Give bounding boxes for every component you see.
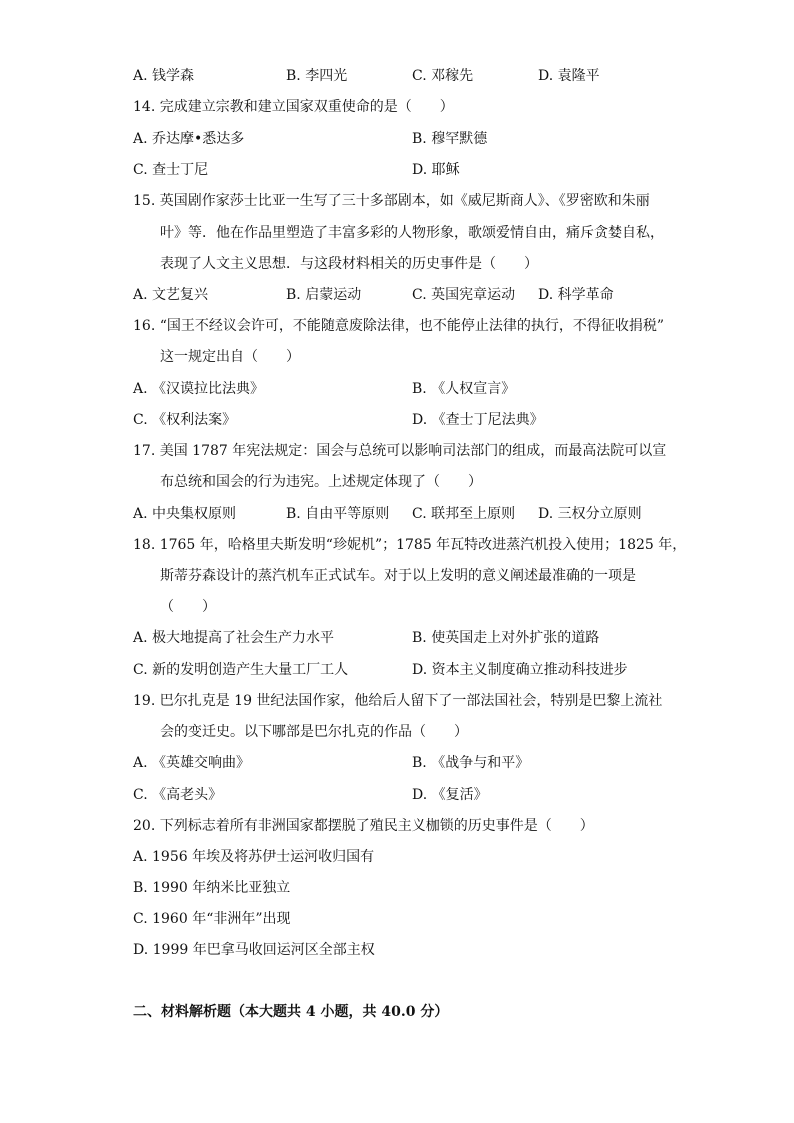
q19-option-b: B. 《战争与和平》: [412, 755, 530, 771]
q19-option-a: A. 《英雄交响曲》: [133, 755, 251, 771]
q20-stem: 20. 下列标志着所有非洲国家都摆脱了殖民主义枷锁的历史事件是（ ）: [133, 818, 594, 834]
q13-option-d: D. 袁隆平: [538, 68, 600, 84]
q15-option-d: D. 科学革命: [538, 287, 614, 303]
q20-option-c: C. 1960 年“非洲年”出现: [133, 911, 291, 927]
q19-option-c: C. 《高老头》: [133, 787, 223, 803]
q19-option-d: D. 《复活》: [412, 787, 488, 803]
q17-option-c: C. 联邦至上原则: [412, 506, 516, 522]
q15-stem-line2: 叶》等．他在作品里塑造了丰富多彩的人物形象，歌颂爱情自由，痛斥贪婪自私，: [160, 225, 664, 241]
q14-option-d: D. 耶稣: [412, 162, 460, 178]
q13-option-b: B. 李四光: [286, 68, 348, 84]
q19-stem-line1: 19. 巴尔扎克是 19 世纪法国作家，他给后人留下了一部法国社会，特别是巴黎上流社: [133, 693, 663, 709]
q13-option-a: A. 钱学森: [133, 68, 195, 84]
q18-option-b: B. 使英国走上对外扩张的道路: [412, 630, 600, 646]
q17-stem-line1: 17. 美国 1787 年宪法规定：国会与总统可以影响司法部门的组成，而最高法院可以宣: [133, 443, 667, 459]
q16-stem-line2: 这一规定出自（ ）: [160, 349, 300, 365]
q16-option-c: C. 《权利法案》: [133, 412, 237, 428]
q17-option-d: D. 三权分立原则: [538, 506, 642, 522]
q17-stem-line2: 布总统和国会的行为违宪。上述规定体现了（ ）: [160, 474, 482, 490]
q18-stem-line1: 18. 1765 年，哈格里夫斯发明“珍妮机”；1785 年瓦特改进蒸汽机投入使用；1825 年，: [133, 537, 687, 553]
q18-stem-line2: 斯蒂芬森设计的蒸汽机车正式试车。对于以上发明的意义阐述最准确的一项是: [160, 568, 636, 584]
q20-option-a: A. 1956 年埃及将苏伊士运河收归国有: [133, 849, 375, 865]
q19-stem-line2: 会的变迁史。以下哪部是巴尔扎克的作品（ ）: [160, 724, 468, 740]
q17-option-b: B. 自由平等原则: [286, 506, 390, 522]
q14-option-a: A. 乔达摩•悉达多: [133, 131, 245, 147]
q15-stem-line1: 15. 英国剧作家莎士比亚一生写了三十多部剧本，如《威尼斯商人》、《罗密欧和朱丽: [133, 193, 650, 209]
q18-option-a: A. 极大地提高了社会生产力水平: [133, 630, 335, 646]
q14-option-c: C. 查士丁尼: [133, 162, 209, 178]
q15-option-b: B. 启蒙运动: [286, 287, 362, 303]
q18-stem-line3: （ ）: [160, 599, 216, 615]
q17-option-a: A. 中央集权原则: [133, 506, 237, 522]
q15-option-a: A. 文艺复兴: [133, 287, 209, 303]
q15-option-c: C. 英国宪章运动: [412, 287, 516, 303]
q18-option-c: C. 新的发明创造产生大量工厂工人: [133, 662, 349, 678]
q20-option-b: B. 1990 年纳米比亚独立: [133, 880, 291, 896]
section-heading: 二、材料解析题（本大题共 4 小题，共 40.0 分）: [133, 1004, 449, 1020]
q13-option-c: C. 邓稼先: [412, 68, 474, 84]
q16-option-b: B. 《人权宣言》: [412, 381, 516, 397]
q16-option-d: D. 《查士丁尼法典》: [412, 412, 544, 428]
q14-option-b: B. 穆罕默德: [412, 131, 488, 147]
q16-option-a: A. 《汉谟拉比法典》: [133, 381, 265, 397]
q15-stem-line3: 表现了人文主义思想．与这段材料相关的历史事件是（ ）: [160, 256, 538, 272]
q20-option-d: D. 1999 年巴拿马收回运河区全部主权: [133, 942, 375, 958]
q18-option-d: D. 资本主义制度确立推动科技进步: [412, 662, 628, 678]
q16-stem-line1: 16. “国王不经议会许可，不能随意废除法律，也不能停止法律的执行，不得征收捐税”: [133, 318, 665, 334]
q14-stem: 14. 完成建立宗教和建立国家双重使命的是（ ）: [133, 99, 454, 115]
